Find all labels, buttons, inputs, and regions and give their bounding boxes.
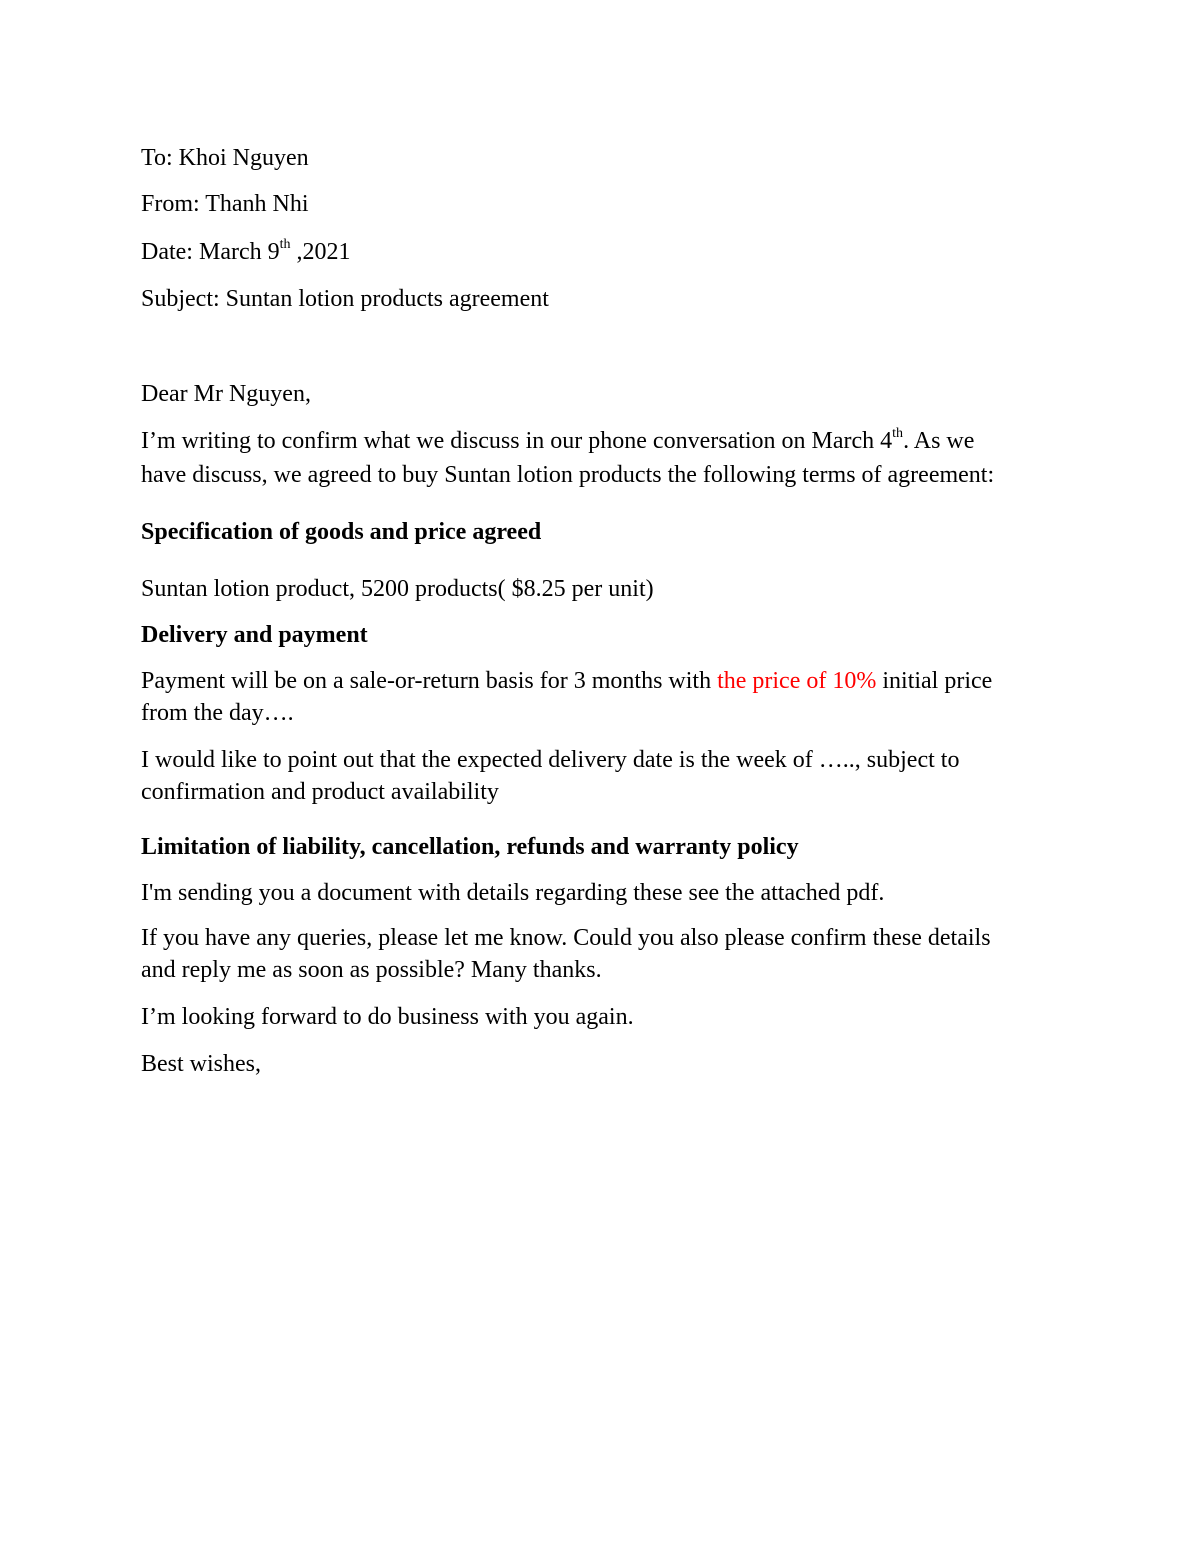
salutation: Dear Mr Nguyen,	[141, 381, 311, 407]
date-ordinal: th	[279, 237, 291, 252]
intro-line-1-text: I’m writing to confirm what we discuss in our phone conversation on March 4	[141, 428, 893, 454]
intro-line-1-end: . As we	[903, 428, 975, 454]
payment-line-1	[141, 666, 992, 696]
date-prefix: Date: March 9	[141, 239, 280, 265]
closing-line: I’m looking forward to do business with you again.	[141, 1004, 634, 1030]
queries-line-1: If you have any queries, please let me know. Could you also please confirm these details	[141, 925, 991, 951]
payment-line-2: from the day….	[141, 700, 294, 726]
delivery-line-2: confirmation and product availability	[141, 779, 499, 805]
delivery-line-1: I would like to point out that the expected delivery date is the week of ….., subject to	[141, 747, 960, 773]
queries-line-2: and reply me as soon as possible? Many thanks.	[141, 957, 602, 983]
subject-line: Subject: Suntan lotion products agreement	[141, 286, 549, 312]
intro-line-2: have discuss, we agreed to buy Suntan lotion products the following terms of agreement:	[141, 462, 995, 488]
payment-line-1-start: Payment will be on a sale-or-return basis for 3 months with	[141, 668, 718, 694]
liability-heading: Limitation of liability, cancellation, refunds and warranty policy	[141, 834, 799, 860]
date-suffix: ,2021	[290, 239, 351, 265]
intro-ordinal: th	[892, 426, 904, 441]
date-line	[141, 237, 351, 267]
from-line: From: Thanh Nhi	[141, 191, 309, 217]
signoff: Best wishes,	[141, 1051, 261, 1077]
payment-line-1-end: initial price	[876, 668, 993, 694]
intro-line-1	[141, 426, 974, 456]
payment-highlight: the price of 10%	[717, 668, 877, 694]
spec-text: Suntan lotion product, 5200 products( $8.25 per unit)	[141, 576, 654, 602]
to-line: To: Khoi Nguyen	[141, 145, 309, 171]
liability-text: I'm sending you a document with details regarding these see the attached pdf.	[141, 880, 885, 906]
spec-heading: Specification of goods and price agreed	[141, 519, 542, 545]
delivery-heading: Delivery and payment	[141, 622, 368, 648]
